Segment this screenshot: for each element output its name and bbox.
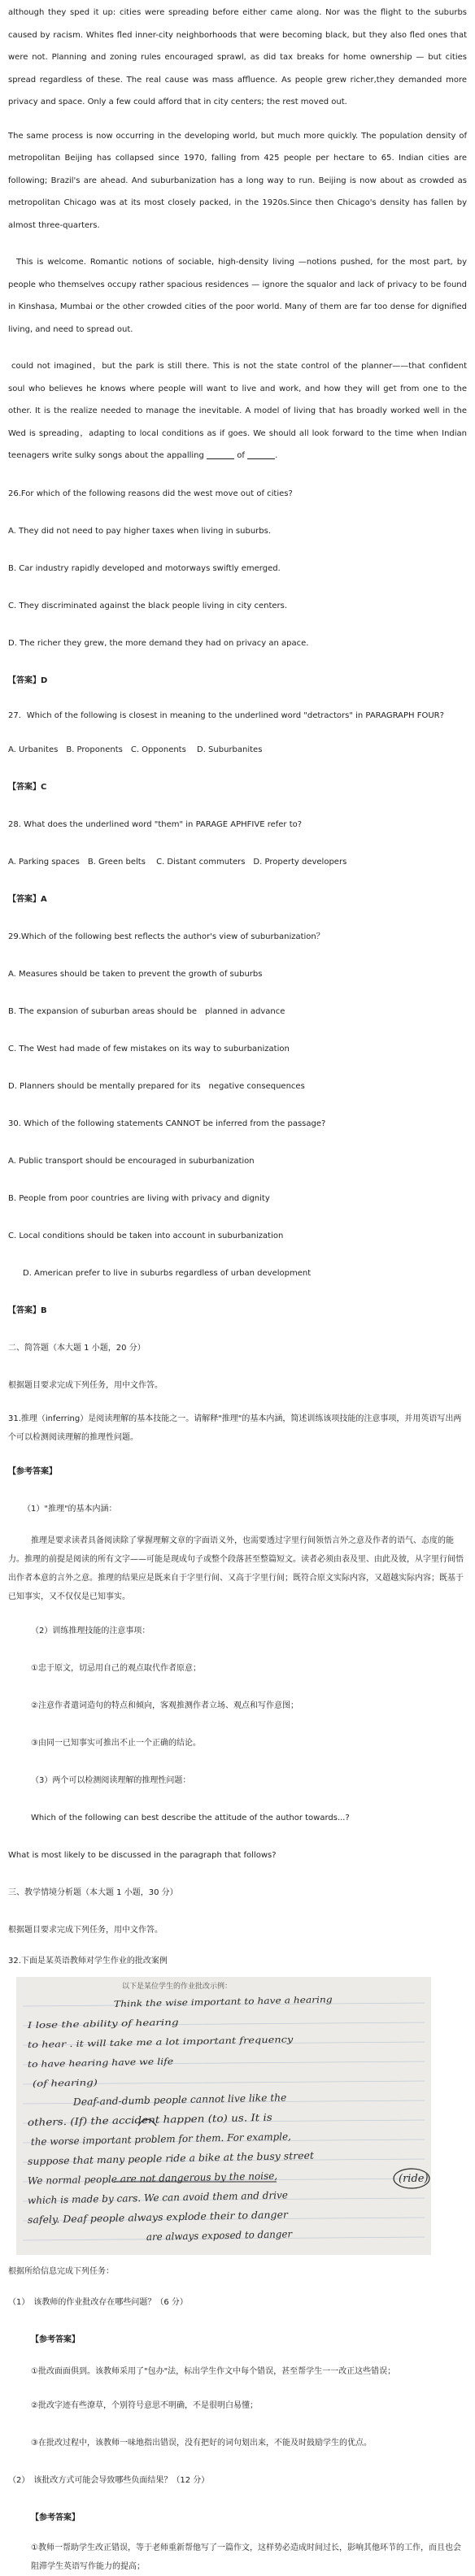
passage-paragraph-1: although they sped it up: cities were spreading before either came along. Nor was the flight to the suburbs caused by racism. Whites fled inner-city neighborhoods that were becoming black, but they also fled ones that were not. Planning and zoning rules encouraged sprawl, as did tax breaks for home ownership — but cities spread regardless of these. The real cause was mass affluence. As people grew richer,they demanded more privacy and space. Only a few could afford that in city centers; the rest moved out. [8,8,467,106]
options-28: A. Parking spaces B. Green belts C. Distant commuters D. Property developers [8,857,347,867]
answer-31-part-2-heading: （2）训练推理技能的注意事项： [31,1626,150,1636]
answer-31-part-1-text: 推理是要求读者具备阅读除了掌握理解文章的字面语义外，也需要透过字里行间领悟言外之意及作者的语气、态度的能力。推理的前提是阅读的所有文字——可能是现成句子或整个段落甚至整篇短文。读者必须由表及里、由此及彼，从字里行间悟出作者本意的言外之意。推理的结果应是既来自于字里行间、又高于字里行间；既符合原文实际内容，又超越实际内容；既基于已知事实，又不仅仅是已知事实。 [8,1536,464,1601]
task-1-point-3: ③在批改过程中，该教师一味地指出错误，没有把好的词句划出来，不能及时鼓励学生的优点。 [31,2438,372,2448]
margin-note: (ride) [399,2172,429,2185]
option-29-c: C. The West had made of few mistakes on its way to suburbanization [8,1044,290,1053]
option-26-d: D. The richer they grew, the more demand they had on privacy an apace. [8,638,309,648]
answer-26: 【答案】D [8,675,48,685]
handwritten-line: suppose that many people ride a bike at the busy street [27,2149,304,2167]
passage-paragraph-2: The same process is now occurring in the developing world, but much more quickly. The population density of metropolitan Beijing has collapsed since 1970, falling from 425 people per hectare to 65. Indian cities are following; Brazil's are ahead. And suburbanization has a long way to run. Beijing is now about as crowded as metropolitan Chicago was at its most closely packed, in the 1920s.Since then Chicago's density has fallen by almost three-quarters. [8,131,467,230]
handwritten-line: (of hearing) [32,2078,84,2089]
option-26-c: C. They discriminated against the black people living in city centers. [8,601,288,610]
task-intro: 根据所给信息完成下列任务： [8,2266,114,2276]
answer-30: 【答案】B [8,1305,47,1315]
section-2-instruction: 根据题目要求完成下列任务，用中文作答。 [8,1380,163,1390]
option-29-a: A. Measures should be taken to prevent the growth of suburbs [8,969,263,979]
task-1-point-1: ①批改面面俱到。该教师采用了"包办"法，标出学生作文中每个错误，甚至帮学生一一改正这些错误； [31,2366,396,2376]
option-30-b: B. People from poor countries are living with privacy and dignity [8,1193,270,1203]
answer-31-part-1-heading: （1）"推理"的基本内涵： [23,1504,117,1514]
question-32: 32.下面是某英语教师对学生作业的批改案例 [8,1956,168,1966]
option-26-a: A. They did not need to pay higher taxes when living in suburbs. [8,526,272,536]
task-2: （2） 该批改方式可能会导致哪些负面结果？（12 分） [8,2475,210,2485]
question-26: 26.For which of the following reasons did the west move out of cities? [8,489,293,498]
handwritten-line: others. (If) the accident happen (to) us. It is [27,2111,245,2128]
passage-paragraph-4: could not imagined，but the park is still there. This is not the state control of the planner——that confident soul who believes he knows where people will want to live and work, and how they will get from one to the other. It is the realize needed to manage the inevitable. A model of living that has broadly worked well in the Wed is spreading，adapting to local conditions as if goes. We should all look forward to the time when Indian teenagers write sulky songs about the appalling of . [8,362,467,460]
inference-question-2: What is most likely to be discussed in the paragraph that follows? [8,1850,277,1860]
question-27: 27．Which of the following is closest in meaning to the underlined word "detractors" in PARAGRAPH FOUR? [8,710,444,720]
section-3-title: 三、教学情境分析题（本大题 1 小题，30 分） [8,1887,178,1897]
answer-31-part-3-heading: （3）两个可以检测阅读理解的推理性问题： [31,1775,191,1785]
inference-question-1: Which of the following can best describe the attitude of the author towards...? [31,1813,350,1822]
passage-paragraph-4-tail: of [237,451,245,460]
handwritten-line: the worse important problem for them. For example, [30,2130,293,2148]
options-27: A. Urbanites B. Proponents C. Opponents D. Suburbanites [8,745,263,754]
handwritten-line: are always exposed to danger [146,2227,294,2243]
passage-paragraph-4-text: could not imagined，but the park is still there. This is not the state control of the planner——that confident soul who believes he knows where people will want to live and work, and how they will get from one to the other. It is the realize needed to manage the inevitable. A model of living that has broadly worked well in the Wed is spreading，adapting to local conditions as if goes. We should all look forward to the time when Indian teenagers write sulky songs about the appalling [8,362,467,460]
question-31: 31.推理（inferring）是阅读理解的基本技能之一。请解释"推理"的基本内涵，简述训练该项技能的注意事项，并用英语写出两个可以检测阅读理解的推理性问题。 [8,1414,462,1442]
section-3-instruction: 根据题目要求完成下列任务，用中文作答。 [8,1925,163,1935]
task-1-reference-heading: 【参考答案】 [31,2335,80,2344]
photo-header-text: 以下是某位学生的作业批改示例： [122,1982,233,1991]
task-2-reference-heading: 【参考答案】 [31,2513,80,2522]
answer-31-point-1: ①忠于原文，切忌用自己的观点取代作者原意； [31,1663,201,1673]
handwritten-line: We normal people are not dangerous by the noise, [27,2170,277,2187]
homework-image [16,1977,431,2255]
handwritten-line: safely. Deaf people always explode their to danger [27,2209,277,2226]
option-30-c: C. Local conditions should be taken into account in suburbanization [8,1231,284,1240]
option-29-b: B. The expansion of suburban areas should be planned in advance [8,1006,285,1016]
handwritten-line: Deaf-and-dumb people cannot live like the [72,2091,283,2108]
question-30: 30. Which of the following statements CANNOT be inferred from the passage? [8,1119,326,1128]
reference-answer-heading: 【参考答案】 [8,1466,57,1476]
answer-28: 【答案】A [8,894,47,904]
handwritten-homework-photo [16,1977,431,2255]
question-28: 28. What does the underlined word "them" in PARAGE APHFIVE refer to? [8,819,303,829]
task-1: （1） 该教师的作业批改存在哪些问题？（6 分） [8,2297,188,2307]
handwritten-line: I lose the ability of hearing [27,2018,145,2031]
option-29-d: D. Planners should be mentally prepared for its negative consequences [8,1081,305,1091]
answer-31-point-2: ②注意作者遣词造句的特点和倾向，客观推测作者立场、观点和写作意图； [31,1701,299,1710]
blank-line [247,450,275,459]
option-30-a: A. Public transport should be encouraged in suburbanization [8,1156,255,1166]
handwritten-line: which is made by cars. We can avoid them and drive [27,2188,288,2206]
handwritten-line: to have hearing have we life [27,2057,150,2070]
option-30-d: D. American prefer to live in suburbs regardless of urban development [23,1268,312,1278]
answer-27: 【答案】C [8,782,47,792]
task-1-point-2: ②批改字迹有些潦草，个别符号意思不明确，不是很明白易懂； [31,2400,258,2410]
task-2-point-1: ①教师一帮助学生改正错误，等于老师重新帮他写了一篇作文，这样势必造成时间过长，影响其他环节的工作，而且也会阻滞学生英语写作能力的提高； [31,2543,461,2571]
handwritten-line: Think the wise important to have a hearing [113,1995,302,2009]
option-26-b: B. Car industry rapidly developed and motorways swiftly emerged. [8,563,281,573]
section-2-title: 二、简答题（本大题 1 小题，20 分） [8,1343,146,1353]
answer-31-point-3: ③由同一已知事实可推出不止一个正确的结论。 [31,1738,201,1748]
passage-paragraph-3: This is welcome. Romantic notions of sociable, high-density living —notions pushed, for the most part, by people who themselves occupy rather spacious residences — ignore the squalor and lack of privacy to be found in Kinshasa, Mumbai or the other crowded cities of the poor world. Many of them are far too dense for dignified living, and need to spread out. [8,258,467,334]
handwritten-line: to hear . it will take me a lot important frequency [27,2035,242,2050]
blank-line [207,450,234,459]
question-29: 29.Which of the following best reflects the author's view of suburbanization？ [8,932,325,941]
